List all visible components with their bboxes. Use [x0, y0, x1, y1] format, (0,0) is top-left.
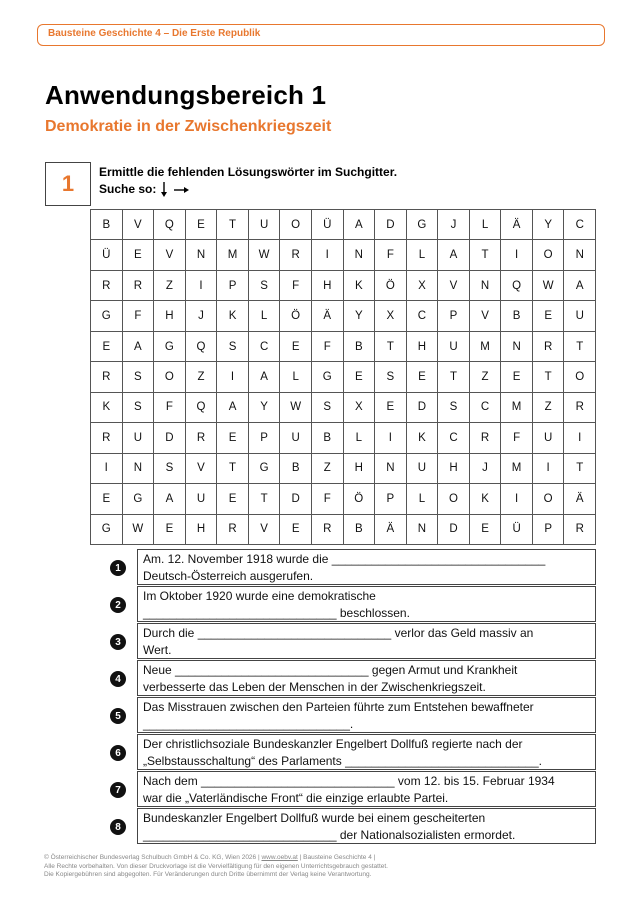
question-number-badge: 3: [110, 634, 126, 650]
grid-cell: C: [407, 301, 439, 331]
question-item: [110, 549, 596, 586]
grid-cell: Q: [154, 210, 186, 240]
grid-cell: G: [312, 362, 344, 392]
question-line-2: verbesserte das Leben der Menschen in der Zwischenkriegszeit.: [143, 680, 486, 694]
grid-cell: B: [344, 515, 376, 545]
grid-cell: E: [344, 362, 376, 392]
grid-cell: Ä: [312, 301, 344, 331]
question-text-box: [137, 697, 596, 733]
grid-cell: X: [344, 393, 376, 423]
grid-cell: C: [249, 332, 281, 362]
grid-cell: W: [280, 393, 312, 423]
grid-cell: A: [217, 393, 249, 423]
grid-cell: S: [154, 454, 186, 484]
grid-cell: J: [470, 454, 502, 484]
grid-cell: V: [470, 301, 502, 331]
grid-cell: K: [217, 301, 249, 331]
grid-cell: E: [217, 484, 249, 514]
question-line-2: _______________________________.: [143, 717, 354, 731]
header-text: Bausteine Geschichte 4 – Die Erste Republik: [48, 28, 261, 39]
grid-cell: A: [564, 271, 596, 301]
grid-cell: Z: [470, 362, 502, 392]
grid-cell: H: [407, 332, 439, 362]
grid-cell: T: [217, 454, 249, 484]
grid-cell: X: [375, 301, 407, 331]
grid-cell: C: [564, 210, 596, 240]
grid-cell: A: [249, 362, 281, 392]
grid-cell: V: [438, 271, 470, 301]
search-directions: [160, 182, 190, 198]
grid-cell: T: [470, 240, 502, 270]
question-item: [110, 734, 596, 771]
grid-cell: F: [280, 271, 312, 301]
grid-cell: T: [564, 332, 596, 362]
grid-cell: Ä: [375, 515, 407, 545]
grid-cell: Ö: [280, 301, 312, 331]
grid-cell: V: [154, 240, 186, 270]
grid-cell: P: [217, 271, 249, 301]
grid-cell: Ä: [501, 210, 533, 240]
footer-website-link[interactable]: www.oebv.at: [261, 854, 298, 861]
question-line-1: Am. 12. November 1918 wurde die ________________________________: [143, 552, 546, 566]
grid-cell: E: [280, 515, 312, 545]
grid-cell: R: [280, 240, 312, 270]
grid-cell: Q: [501, 271, 533, 301]
question-text-box: [137, 771, 596, 807]
grid-cell: N: [407, 515, 439, 545]
grid-cell: I: [91, 454, 123, 484]
question-item: [110, 697, 596, 734]
question-number-badge: 4: [110, 671, 126, 687]
grid-cell: Y: [533, 210, 565, 240]
grid-cell: Ü: [501, 515, 533, 545]
footer-series: | Bausteine Geschichte 4 |: [299, 854, 376, 861]
grid-cell: I: [564, 423, 596, 453]
grid-cell: E: [91, 484, 123, 514]
grid-cell: M: [217, 240, 249, 270]
grid-cell: N: [123, 454, 155, 484]
grid-cell: J: [186, 301, 218, 331]
grid-cell: S: [123, 393, 155, 423]
grid-cell: H: [438, 454, 470, 484]
grid-cell: G: [249, 454, 281, 484]
question-line-1: Nach dem _____________________________ vom 12. bis 15. Februar 1934: [143, 774, 555, 788]
grid-cell: T: [375, 332, 407, 362]
grid-cell: K: [91, 393, 123, 423]
grid-cell: D: [375, 210, 407, 240]
grid-cell: L: [249, 301, 281, 331]
grid-cell: S: [438, 393, 470, 423]
arrow-right-icon: [174, 186, 190, 194]
question-text-box: [137, 623, 596, 659]
grid-cell: E: [407, 362, 439, 392]
grid-cell: N: [186, 240, 218, 270]
grid-cell: L: [280, 362, 312, 392]
grid-cell: I: [533, 454, 565, 484]
grid-cell: H: [154, 301, 186, 331]
question-item: [110, 623, 596, 660]
instruction-line-1: Ermittle die fehlenden Lösungswörter im Suchgitter.: [99, 165, 398, 179]
question-line-1: Das Misstrauen zwischen den Parteien führte zum Entstehen bewaffneter: [143, 700, 534, 714]
grid-cell: R: [312, 515, 344, 545]
question-line-1: Der christlichsoziale Bundeskanzler Engelbert Dollfuß regierte nach der: [143, 737, 523, 751]
grid-cell: T: [438, 362, 470, 392]
grid-cell: V: [123, 210, 155, 240]
grid-cell: R: [217, 515, 249, 545]
grid-cell: W: [533, 271, 565, 301]
grid-cell: R: [533, 332, 565, 362]
grid-cell: S: [375, 362, 407, 392]
grid-cell: A: [438, 240, 470, 270]
question-line-2: _____________________________ der Nationalsozialisten ermordet.: [143, 828, 516, 842]
grid-cell: U: [438, 332, 470, 362]
grid-cell: R: [564, 515, 596, 545]
grid-cell: O: [533, 240, 565, 270]
footer-line-1: [44, 854, 464, 863]
question-item: [110, 660, 596, 697]
task-instruction: [99, 164, 397, 198]
grid-cell: A: [344, 210, 376, 240]
question-line-2: Wert.: [143, 643, 172, 657]
grid-cell: R: [91, 362, 123, 392]
question-text-box: [137, 808, 596, 844]
question-number-badge: 8: [110, 819, 126, 835]
grid-cell: T: [217, 210, 249, 240]
footer: [44, 854, 464, 880]
grid-cell: U: [280, 423, 312, 453]
question-text-box: [137, 734, 596, 770]
grid-cell: Z: [533, 393, 565, 423]
question-text-box: [137, 586, 596, 622]
question-line-1: Neue _____________________________ gegen Armut und Krankheit: [143, 663, 518, 677]
word-search-grid: [90, 209, 596, 545]
grid-cell: G: [91, 301, 123, 331]
grid-cell: R: [91, 271, 123, 301]
grid-cell: S: [249, 271, 281, 301]
grid-cell: U: [249, 210, 281, 240]
grid-cell: C: [438, 423, 470, 453]
grid-cell: N: [564, 240, 596, 270]
question-line-2: _____________________________ beschlossen.: [143, 606, 410, 620]
grid-cell: F: [312, 332, 344, 362]
grid-cell: G: [407, 210, 439, 240]
grid-cell: N: [375, 454, 407, 484]
grid-cell: L: [470, 210, 502, 240]
grid-cell: P: [533, 515, 565, 545]
grid-cell: L: [407, 484, 439, 514]
question-number-badge: 6: [110, 745, 126, 761]
grid-cell: S: [312, 393, 344, 423]
grid-cell: H: [344, 454, 376, 484]
task-number: 1: [61, 171, 75, 196]
grid-cell: Ü: [91, 240, 123, 270]
grid-cell: E: [123, 240, 155, 270]
grid-cell: B: [312, 423, 344, 453]
grid-cell: O: [438, 484, 470, 514]
grid-cell: L: [407, 240, 439, 270]
grid-cell: Z: [154, 271, 186, 301]
grid-cell: I: [186, 271, 218, 301]
grid-cell: I: [217, 362, 249, 392]
grid-cell: V: [186, 454, 218, 484]
grid-cell: K: [407, 423, 439, 453]
grid-cell: E: [217, 423, 249, 453]
grid-cell: B: [344, 332, 376, 362]
question-number-badge: 1: [110, 560, 126, 576]
question-line-1: Durch die _____________________________ verlor das Geld massiv an: [143, 626, 534, 640]
grid-cell: O: [280, 210, 312, 240]
grid-cell: R: [470, 423, 502, 453]
grid-cell: X: [407, 271, 439, 301]
task-number-box: [45, 162, 91, 206]
grid-cell: Ö: [344, 484, 376, 514]
grid-cell: T: [249, 484, 281, 514]
grid-cell: U: [186, 484, 218, 514]
grid-cell: E: [91, 332, 123, 362]
question-line-2: „Selbstausschaltung“ des Parlaments _____________________________.: [143, 754, 542, 768]
grid-cell: Ä: [564, 484, 596, 514]
grid-cell: E: [501, 362, 533, 392]
question-line-2: war die „Vaterländische Front“ die einzige erlaubte Partei.: [143, 791, 449, 805]
grid-cell: U: [533, 423, 565, 453]
grid-cell: O: [533, 484, 565, 514]
grid-cell: P: [375, 484, 407, 514]
grid-cell: G: [91, 515, 123, 545]
grid-cell: R: [123, 271, 155, 301]
grid-cell: M: [501, 393, 533, 423]
grid-cell: I: [375, 423, 407, 453]
grid-cell: P: [438, 301, 470, 331]
grid-cell: U: [407, 454, 439, 484]
grid-cell: D: [154, 423, 186, 453]
footer-copyright: © Österreichischer Bundesverlag Schulbuch GmbH & Co. KG, Wien 2026 |: [44, 854, 260, 861]
grid-cell: G: [123, 484, 155, 514]
question-item: [110, 771, 596, 808]
grid-cell: F: [375, 240, 407, 270]
question-item: [110, 808, 596, 845]
grid-cell: O: [154, 362, 186, 392]
grid-cell: R: [91, 423, 123, 453]
question-line-2: Deutsch-Österreich ausgerufen.: [143, 569, 314, 583]
grid-cell: D: [407, 393, 439, 423]
grid-cell: Y: [344, 301, 376, 331]
grid-cell: A: [154, 484, 186, 514]
grid-cell: Ü: [312, 210, 344, 240]
grid-cell: Y: [249, 393, 281, 423]
grid-cell: F: [123, 301, 155, 331]
grid-cell: R: [564, 393, 596, 423]
grid-cell: N: [501, 332, 533, 362]
arrow-down-icon: [160, 182, 168, 198]
grid-cell: Q: [186, 393, 218, 423]
grid-cell: Ö: [375, 271, 407, 301]
grid-cell: F: [312, 484, 344, 514]
grid-cell: E: [186, 210, 218, 240]
grid-cell: N: [470, 271, 502, 301]
grid-cell: M: [501, 454, 533, 484]
grid-cell: G: [154, 332, 186, 362]
grid-cell: H: [186, 515, 218, 545]
instruction-line-2: [99, 181, 397, 198]
question-line-1: Bundeskanzler Engelbert Dollfuß wurde bei einem gescheiterten: [143, 811, 486, 825]
question-list: [110, 549, 596, 845]
grid-cell: J: [438, 210, 470, 240]
grid-cell: R: [186, 423, 218, 453]
grid-cell: S: [217, 332, 249, 362]
grid-cell: A: [123, 332, 155, 362]
grid-cell: I: [501, 240, 533, 270]
question-text-box: [137, 660, 596, 696]
grid-cell: B: [501, 301, 533, 331]
grid-cell: K: [470, 484, 502, 514]
grid-cell: F: [501, 423, 533, 453]
grid-cell: U: [123, 423, 155, 453]
question-line-1: Im Oktober 1920 wurde eine demokratische: [143, 589, 376, 603]
grid-cell: E: [533, 301, 565, 331]
grid-cell: S: [123, 362, 155, 392]
grid-cell: L: [344, 423, 376, 453]
question-number-badge: 2: [110, 597, 126, 613]
grid-cell: E: [470, 515, 502, 545]
footer-line-2: Alle Rechte vorbehalten. Von dieser Druckvorlage ist die Vervielfältigung für den eigenen Unterrichtsgebrauch gestattet.: [44, 862, 388, 870]
grid-cell: M: [470, 332, 502, 362]
question-number-badge: 5: [110, 708, 126, 724]
question-item: [110, 586, 596, 623]
footer-line-3: Die Kopiergebühren sind abgegolten. Für Veränderungen durch Dritte übernimmt der Verlag keine Verantwortung.: [44, 871, 372, 878]
grid-cell: F: [154, 393, 186, 423]
grid-cell: Q: [186, 332, 218, 362]
grid-cell: K: [344, 271, 376, 301]
grid-cell: D: [438, 515, 470, 545]
header-bar: [37, 24, 605, 46]
grid-cell: H: [312, 271, 344, 301]
grid-cell: Z: [312, 454, 344, 484]
grid-cell: B: [91, 210, 123, 240]
question-text-box: [137, 549, 596, 585]
grid-cell: P: [249, 423, 281, 453]
grid-cell: E: [375, 393, 407, 423]
grid-cell: B: [280, 454, 312, 484]
grid-cell: T: [533, 362, 565, 392]
page-title: Anwendungsbereich 1: [45, 80, 327, 110]
grid-cell: W: [249, 240, 281, 270]
grid-cell: W: [123, 515, 155, 545]
grid-cell: E: [280, 332, 312, 362]
grid-cell: D: [280, 484, 312, 514]
grid-cell: I: [501, 484, 533, 514]
instruction-search-label: Suche so:: [99, 182, 157, 196]
grid-cell: E: [154, 515, 186, 545]
page-subtitle: Demokratie in der Zwischenkriegszeit: [45, 118, 332, 135]
grid-cell: V: [249, 515, 281, 545]
grid-cell: C: [470, 393, 502, 423]
grid-cell: N: [344, 240, 376, 270]
grid-cell: Z: [186, 362, 218, 392]
grid-cell: I: [312, 240, 344, 270]
grid-cell: O: [564, 362, 596, 392]
question-number-badge: 7: [110, 782, 126, 798]
grid-cell: U: [564, 301, 596, 331]
grid-cell: T: [564, 454, 596, 484]
